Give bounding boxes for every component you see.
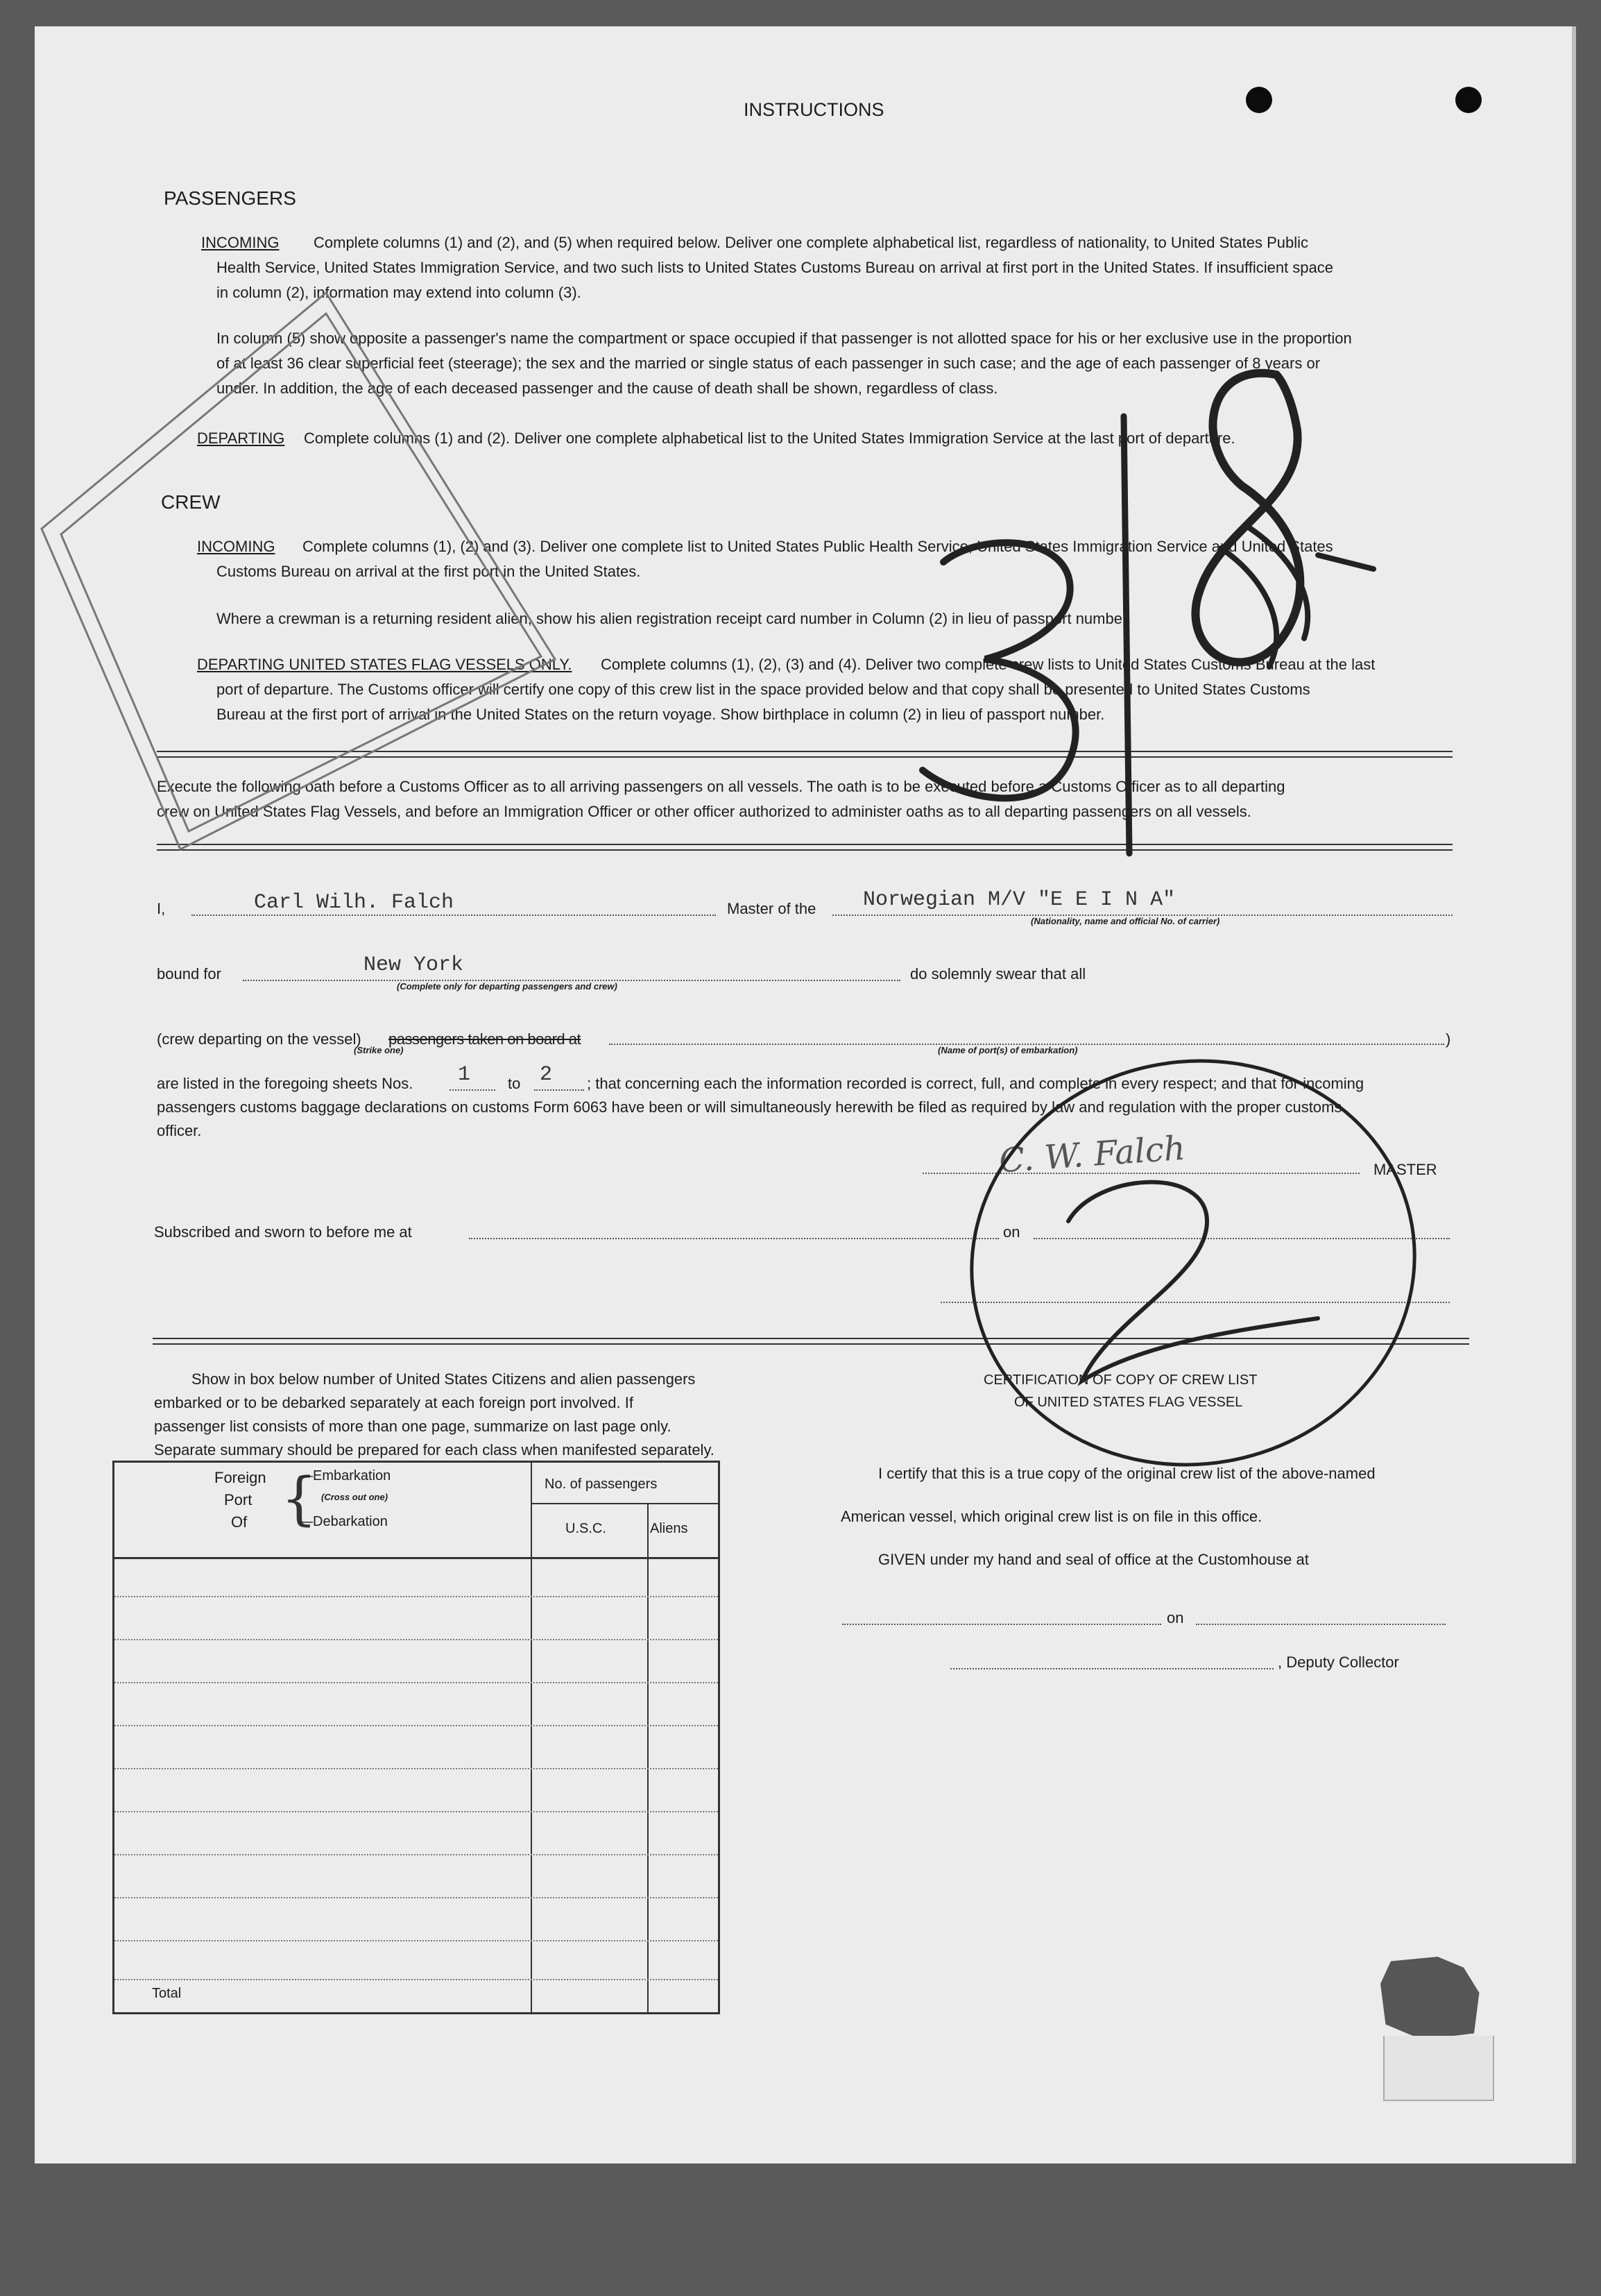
subscribed-label: Subscribed and sworn to before me at [154, 1223, 412, 1241]
listed-label: are listed in the foregoing sheets Nos. [157, 1075, 413, 1092]
crew-departing-line1: Complete columns (1), (2), (3) and (4). Deliver two complete crew lists to United States Customs Bureau at the last [601, 656, 1376, 673]
table-usc-label: U.S.C. [565, 1521, 606, 1536]
crew-incoming-line2: Customs Bureau on arrival at the first port in the United States. [216, 563, 641, 580]
sheet-from-field[interactable] [450, 1089, 495, 1091]
ports-caption: (Name of port(s) of embarkation) [938, 1045, 1078, 1055]
table-brace-icon: { [281, 1466, 318, 1532]
page-title: INSTRUCTIONS [744, 99, 884, 120]
passengers-departing-text: Complete columns (1) and (2). Deliver one complete alphabetical list to the United States Immigration Service at the last port of departure. [304, 430, 1235, 447]
table-row[interactable] [114, 1854, 718, 1855]
table-passengers-rule [531, 1503, 718, 1504]
passengers-col5-line1: In column (5) show opposite a passenger's name the compartment or space occupied if that passenger is not allotted space for his or her exclusive use in the proportion [216, 330, 1352, 347]
passenger-summary-table [112, 1461, 720, 2014]
certification-title-1: CERTIFICATION OF COPY OF CREW LIST [984, 1372, 1258, 1388]
passengers-heading: PASSENGERS [164, 187, 296, 209]
crew-departing-label: DEPARTING UNITED STATES FLAG VESSELS ONLY. [197, 656, 572, 673]
table-aliens-label: Aliens [650, 1521, 688, 1536]
table-foreign-label: Foreign [214, 1469, 266, 1486]
summary-line4: Separate summary should be prepared for each class when manifested separately. [154, 1441, 714, 1459]
bound-for-label: bound for [157, 965, 221, 983]
subscribed-date-field[interactable] [1034, 1238, 1450, 1239]
master-name-value: Carl Wilh. Falch [254, 891, 454, 915]
table-row[interactable] [114, 1940, 718, 1941]
certification-title-2: OF UNITED STATES FLAG VESSEL [1014, 1395, 1243, 1410]
swear-label: do solemnly swear that all [910, 965, 1086, 983]
passengers-incoming-line3: in column (2), information may extend into column (3). [216, 284, 581, 301]
deputy-collector-label: , Deputy Collector [1278, 1653, 1399, 1671]
punch-hole-right [1455, 87, 1482, 113]
crew-departing-vessel-label: (crew departing on the vessel) [157, 1030, 361, 1048]
table-row[interactable] [114, 1725, 718, 1726]
officer-signature-field[interactable] [941, 1302, 1450, 1303]
table-row[interactable] [114, 1768, 718, 1769]
sheet-from-value: 1 [458, 1063, 471, 1087]
listed-line3: officer. [157, 1122, 202, 1139]
crew-incoming-label: INCOMING [197, 538, 275, 555]
deputy-collector-field[interactable] [950, 1668, 1274, 1669]
vessel-caption: (Nationality, name and official No. of carrier) [1031, 916, 1220, 926]
oath-i-label: I, [157, 900, 166, 917]
summary-line3: passenger list consists of more than one page, summarize on last page only. [154, 1418, 671, 1435]
master-label: MASTER [1373, 1161, 1437, 1178]
table-port-label: Port [224, 1491, 252, 1508]
summary-line1: Show in box below number of United States Citizens and alien passengers [191, 1370, 696, 1388]
oath-rule-top [157, 751, 1453, 752]
oath-line1: Execute the following oath before a Customs Officer as to all arriving passengers on all vessels. The oath is to be executed before a Customs Officer as to all departing [157, 778, 1285, 795]
master-of-label: Master of the [727, 900, 816, 917]
certification-on-label: on [1167, 1609, 1184, 1626]
table-header-rule [114, 1557, 718, 1559]
table-col-divider-2 [647, 1503, 649, 2012]
ports-close-paren: ) [1446, 1030, 1451, 1048]
summary-line2: embarked or to be debarked separately at each foreign port involved. If [154, 1394, 633, 1411]
certification-line3: GIVEN under my hand and seal of office at the Customhouse at [878, 1551, 1309, 1568]
oath-line2: crew on United States Flag Vessels, and before an Immigration Officer or other officer authorized to administer oaths as to all departing passengers on all vessels. [157, 803, 1251, 820]
passengers-incoming-line2: Health Service, United States Immigration Service, and two such lists to United States Customs Bureau on arrival at first port in the United States. If insufficient space [216, 259, 1334, 276]
sheet-to-field[interactable] [534, 1089, 584, 1091]
listed-rest: ; that concerning each the information recorded is correct, full, and complete in every respect; and that for incoming [587, 1075, 1364, 1092]
table-of-label: Of [231, 1513, 248, 1531]
oath-rule-bottom [157, 844, 1453, 845]
summary-rule [153, 1338, 1469, 1339]
master-name-field[interactable] [191, 915, 716, 916]
oath-rule-top-2 [157, 756, 1453, 758]
crew-resident-text: Where a crewman is a returning resident alien, show his alien registration receipt card number in Column (2) in lieu of passport number. [216, 610, 1131, 627]
torn-paper-underlayer [1383, 2036, 1494, 2101]
subscribed-on-label: on [1003, 1223, 1020, 1241]
oath-rule-bottom-2 [157, 849, 1453, 851]
table-row[interactable] [114, 1596, 718, 1597]
passengers-col5-line3: under. In addition, the age of each deceased passenger and the cause of death shall be shown, regardless of class. [216, 380, 998, 397]
table-row[interactable] [114, 1979, 718, 1980]
crew-incoming-line1: Complete columns (1), (2) and (3). Deliver one complete list to United States Public Health Service, United States Immigration Service and United States [302, 538, 1333, 555]
passengers-col5-line2: of at least 36 clear superficial feet (steerage); the sex and the married or single status of each passenger in such case; and the age of each passenger of 8 years or [216, 355, 1321, 372]
bound-for-caption: (Complete only for departing passengers and crew) [397, 981, 617, 992]
passengers-incoming-label: INCOMING [201, 234, 280, 251]
master-signature-field[interactable] [923, 1173, 1360, 1174]
table-cross-out-caption: (Cross out one) [321, 1492, 388, 1502]
punch-hole-left [1246, 87, 1272, 113]
certification-line1: I certify that this is a true copy of the original crew list of the above-named [878, 1465, 1376, 1482]
master-signature: C. W. Falch [998, 1128, 1187, 1181]
listed-line2: passengers customs baggage declarations on customs Form 6063 have been or will simultaneously herewith be filed as required by law and regulation with the proper customs [157, 1098, 1342, 1116]
table-row[interactable] [114, 1639, 718, 1640]
to-label: to [508, 1075, 521, 1092]
passengers-incoming-line1: Complete columns (1) and (2), and (5) when required below. Deliver one complete alphabetical list, regardless of nationality, to United States Public [314, 234, 1309, 251]
vessel-value: Norwegian M/V "E E I N A" [863, 888, 1176, 912]
certification-line2: American vessel, which original crew list is on file in this office. [841, 1508, 1262, 1525]
customhouse-field[interactable] [842, 1624, 1161, 1625]
passengers-taken-struck: passengers taken on board at [388, 1030, 581, 1048]
table-row[interactable] [114, 1682, 718, 1683]
table-embarkation-label: —Embarkation [299, 1468, 391, 1483]
table-total-label: Total [152, 1986, 182, 2001]
table-debarkation-label: —Debarkation [299, 1514, 388, 1529]
table-row[interactable] [114, 1811, 718, 1812]
summary-rule-2 [153, 1343, 1469, 1345]
crew-heading: CREW [161, 491, 221, 513]
passengers-departing-label: DEPARTING [197, 430, 285, 447]
bound-for-value: New York [363, 953, 464, 977]
table-no-passengers-label: No. of passengers [545, 1477, 658, 1492]
subscribed-place-field[interactable] [469, 1238, 999, 1239]
crew-departing-line2: port of departure. The Customs officer will certify one copy of this crew list in the space provided below and that copy shall be presented to United States Customs [216, 681, 1310, 698]
table-col-divider-1 [531, 1463, 532, 2012]
sheet-to-value: 2 [540, 1063, 553, 1087]
crew-departing-line3: Bureau at the first port of arrival in the United States on the return voyage. Show birthplace in column (2) in lieu of passport number. [216, 706, 1105, 723]
certification-date-field[interactable] [1196, 1624, 1446, 1625]
strike-one-caption: (Strike one) [354, 1045, 404, 1055]
table-row[interactable] [114, 1897, 718, 1898]
